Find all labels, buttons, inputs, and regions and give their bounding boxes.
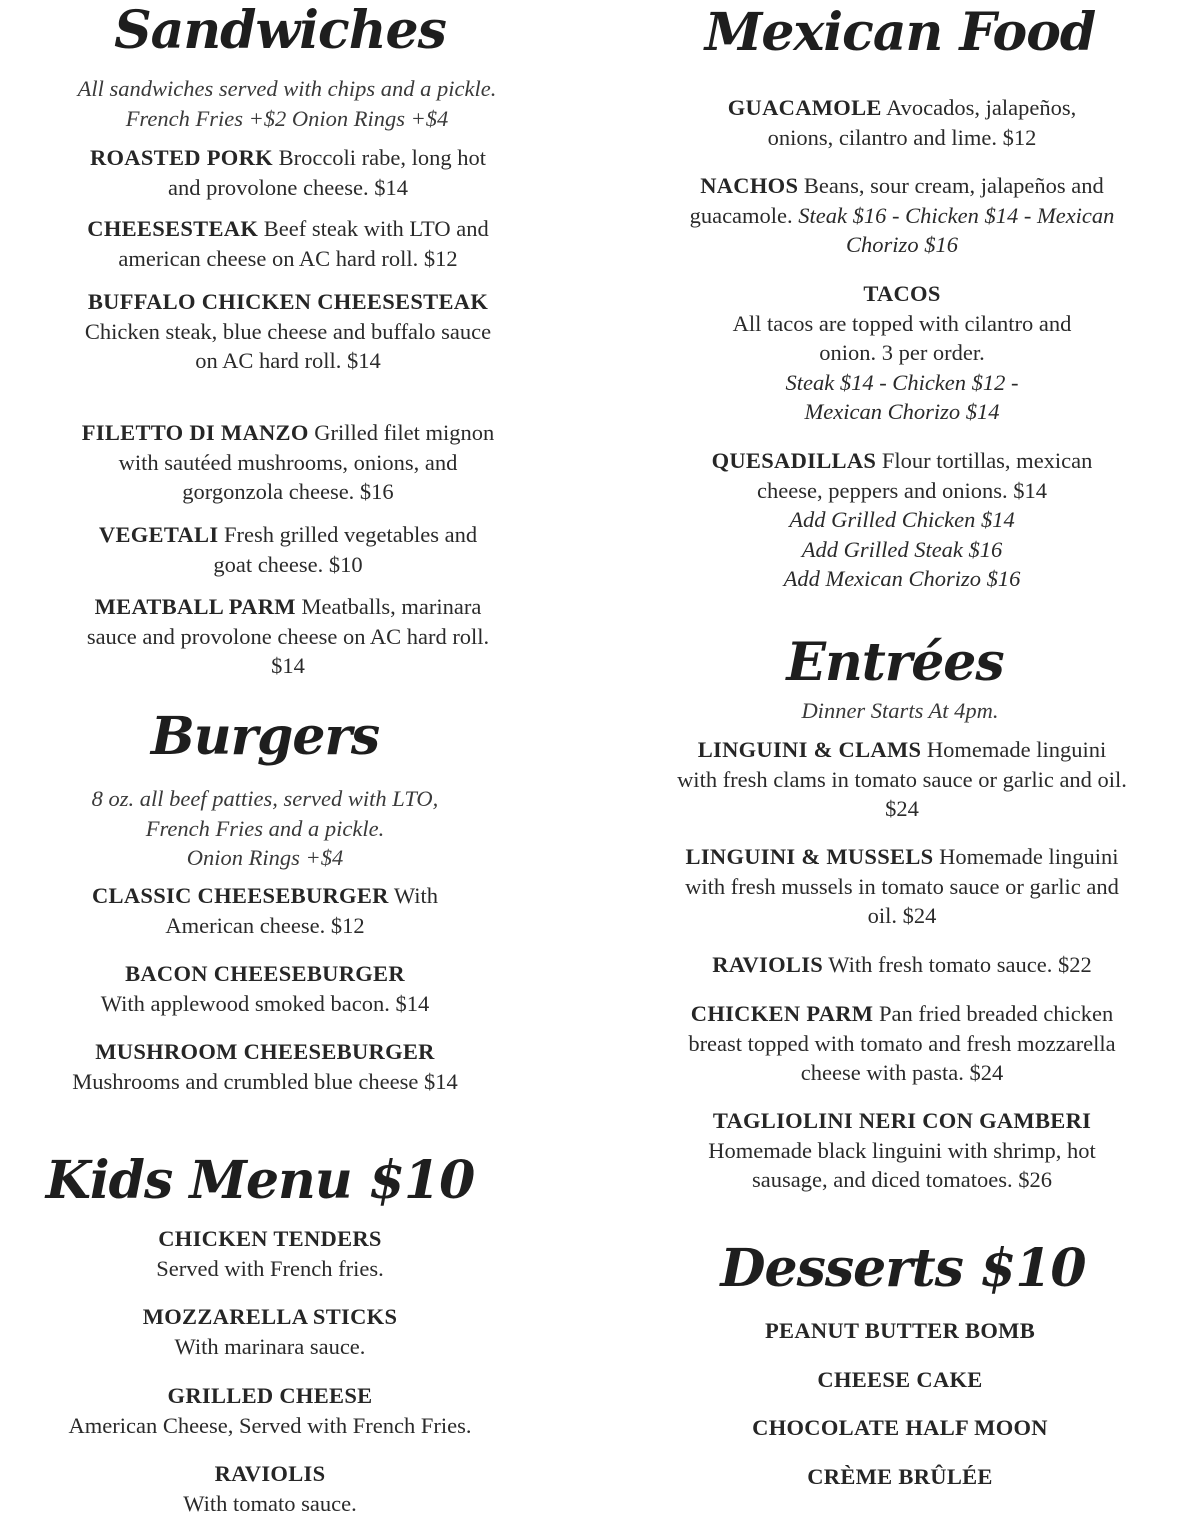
item-name: CHOCOLATE HALF MOON — [752, 1415, 1048, 1440]
item-prices: Steak $16 - Chicken $14 - Mexican Chorizo $16 — [798, 202, 1115, 257]
menu-item — [65, 959, 465, 1018]
dessert-item — [680, 1365, 1120, 1395]
menu-item — [81, 287, 496, 376]
menu-item — [707, 279, 1097, 427]
note-line: 8 oz. all beef patties, served with LTO, — [91, 786, 439, 811]
item-name: RAVIOLIS — [214, 1461, 326, 1486]
menu-item — [682, 950, 1122, 980]
menu-item — [680, 999, 1125, 1088]
menu-item — [682, 842, 1122, 931]
item-name: MUSHROOM CHEESEBURGER — [95, 1039, 435, 1064]
addon: Add Grilled Steak $16 — [801, 536, 1003, 562]
menu-item — [682, 1106, 1122, 1195]
item-name: ROASTED PORK — [89, 145, 273, 170]
item-desc: With American cheese. $12 — [165, 883, 439, 938]
item-prices: Steak $14 - Chicken $12 - Mexican Chorizo $14 — [785, 369, 1019, 424]
item-desc: With applewood smoked bacon. $14 — [100, 990, 430, 1016]
dessert-item — [680, 1413, 1120, 1443]
item-name: LINGUINI & MUSSELS — [685, 844, 934, 869]
item-desc: With marinara sauce. — [174, 1333, 366, 1359]
item-name: TACOS — [863, 281, 941, 306]
item-name: GRILLED CHEESE — [167, 1383, 373, 1408]
menu-item — [40, 1459, 500, 1518]
menu-item — [35, 1381, 505, 1440]
item-name: CHEESE CAKE — [817, 1367, 983, 1392]
menu-item — [705, 93, 1100, 152]
item-desc: With tomato sauce. — [183, 1490, 357, 1516]
item-name: QUESADILLAS — [711, 448, 877, 473]
item-desc: American Cheese, Served with French Fries. — [68, 1412, 472, 1438]
item-desc: Flour tortillas, mexican cheese, peppers and onions. $14 — [757, 448, 1093, 503]
menu-item — [40, 1224, 500, 1283]
addon: Add Mexican Chorizo $16 — [783, 566, 1021, 591]
burgers-title: Burgers — [150, 706, 380, 767]
menu-item — [687, 171, 1117, 260]
desserts-title: Desserts $10 — [720, 1238, 1086, 1299]
item-name: FILETTO DI MANZO — [81, 420, 309, 445]
item-name: MEATBALL PARM — [94, 594, 296, 619]
item-desc: Beef steak with LTO and american cheese on AC hard roll. $12 — [118, 216, 489, 271]
item-desc: Meatballs, marinara sauce and provolone cheese on AC hard roll. $14 — [86, 594, 490, 678]
menu-item — [78, 520, 498, 579]
item-name: BACON CHEESEBURGER — [125, 961, 405, 986]
menu-item — [687, 446, 1117, 594]
item-name: CHICKEN TENDERS — [158, 1226, 382, 1251]
item-name: CLASSIC CHEESEBURGER — [91, 883, 389, 908]
kids-menu-title: Kids Menu $10 — [45, 1150, 475, 1211]
item-name: CHICKEN PARM — [690, 1001, 874, 1026]
item-desc: Beans, sour cream, jalapeños and guacamole. — [689, 173, 1104, 228]
item-name: RAVIOLIS — [712, 952, 824, 977]
menu-item — [677, 735, 1127, 824]
note-line: French Fries and a pickle. — [145, 815, 385, 841]
item-name: GUACAMOLE — [727, 95, 882, 120]
item-desc: Grilled filet mignon with sautéed mushrooms, onions, and gorgonzola cheese. $16 — [118, 420, 495, 504]
sandwiches-note: All sandwiches served with chips and a pickle. French Fries +$2 Onion Rings +$4 — [77, 76, 497, 131]
entrees-title: Entrées — [786, 632, 1004, 693]
item-name: MOZZARELLA STICKS — [142, 1304, 398, 1329]
note-line: Onion Rings +$4 — [186, 845, 344, 870]
item-desc: Pan fried breaded chicken breast topped with tomato and fresh mozzarella cheese with pasta. $24 — [688, 1001, 1116, 1085]
dessert-item — [680, 1316, 1120, 1346]
item-name: CRÈME BRÛLÉE — [807, 1464, 993, 1489]
menu-item — [81, 418, 496, 507]
item-name: CHEESESTEAK — [87, 216, 259, 241]
item-name: PEANUT BUTTER BOMB — [764, 1318, 1036, 1343]
item-name: LINGUINI & CLAMS — [697, 737, 922, 762]
item-desc: Homemade linguini with fresh clams in tomato sauce or garlic and oil. $24 — [677, 737, 1127, 821]
item-name: VEGETALI — [98, 522, 219, 547]
item-name: BUFFALO CHICKEN CHEESESTEAK — [87, 289, 489, 314]
menu-item — [40, 1302, 500, 1361]
menu-item — [86, 143, 491, 202]
menu-item — [35, 1037, 495, 1096]
mexican-food-title: Mexican Food — [704, 2, 1096, 63]
item-desc: Served with French fries. — [156, 1255, 384, 1281]
item-desc: Fresh grilled vegetables and goat cheese. $10 — [213, 522, 478, 577]
item-desc: Chicken steak, blue cheese and buffalo sauce on AC hard roll. $14 — [84, 318, 492, 373]
item-desc: With fresh tomato sauce. $22 — [828, 952, 1092, 977]
item-desc: Broccoli rabe, long hot and provolone cheese. $14 — [168, 145, 487, 200]
dessert-item — [680, 1462, 1120, 1492]
sandwiches-title: Sandwiches — [114, 0, 446, 61]
addon: Add Grilled Chicken $14 — [789, 507, 1015, 532]
menu-item — [76, 214, 501, 273]
item-desc: All tacos are topped with cilantro and onion. 3 per order. — [732, 310, 1072, 365]
item-desc: Avocados, jalapeños, onions, cilantro and lime. $12 — [767, 95, 1077, 150]
item-name: TAGLIOLINI NERI CON GAMBERI — [712, 1108, 1092, 1133]
menu-item — [65, 881, 465, 940]
menu-item — [78, 592, 498, 681]
item-desc: Homemade linguini with fresh mussels in tomato sauce or garlic and oil. $24 — [685, 844, 1119, 928]
item-desc: Mushrooms and crumbled blue cheese $14 — [72, 1068, 458, 1094]
entrees-note: Dinner Starts At 4pm. — [801, 698, 999, 723]
item-desc: Homemade black linguini with shrimp, hot sausage, and diced tomatoes. $26 — [708, 1137, 1096, 1192]
burgers-note — [45, 784, 485, 873]
item-name: NACHOS — [700, 173, 799, 198]
